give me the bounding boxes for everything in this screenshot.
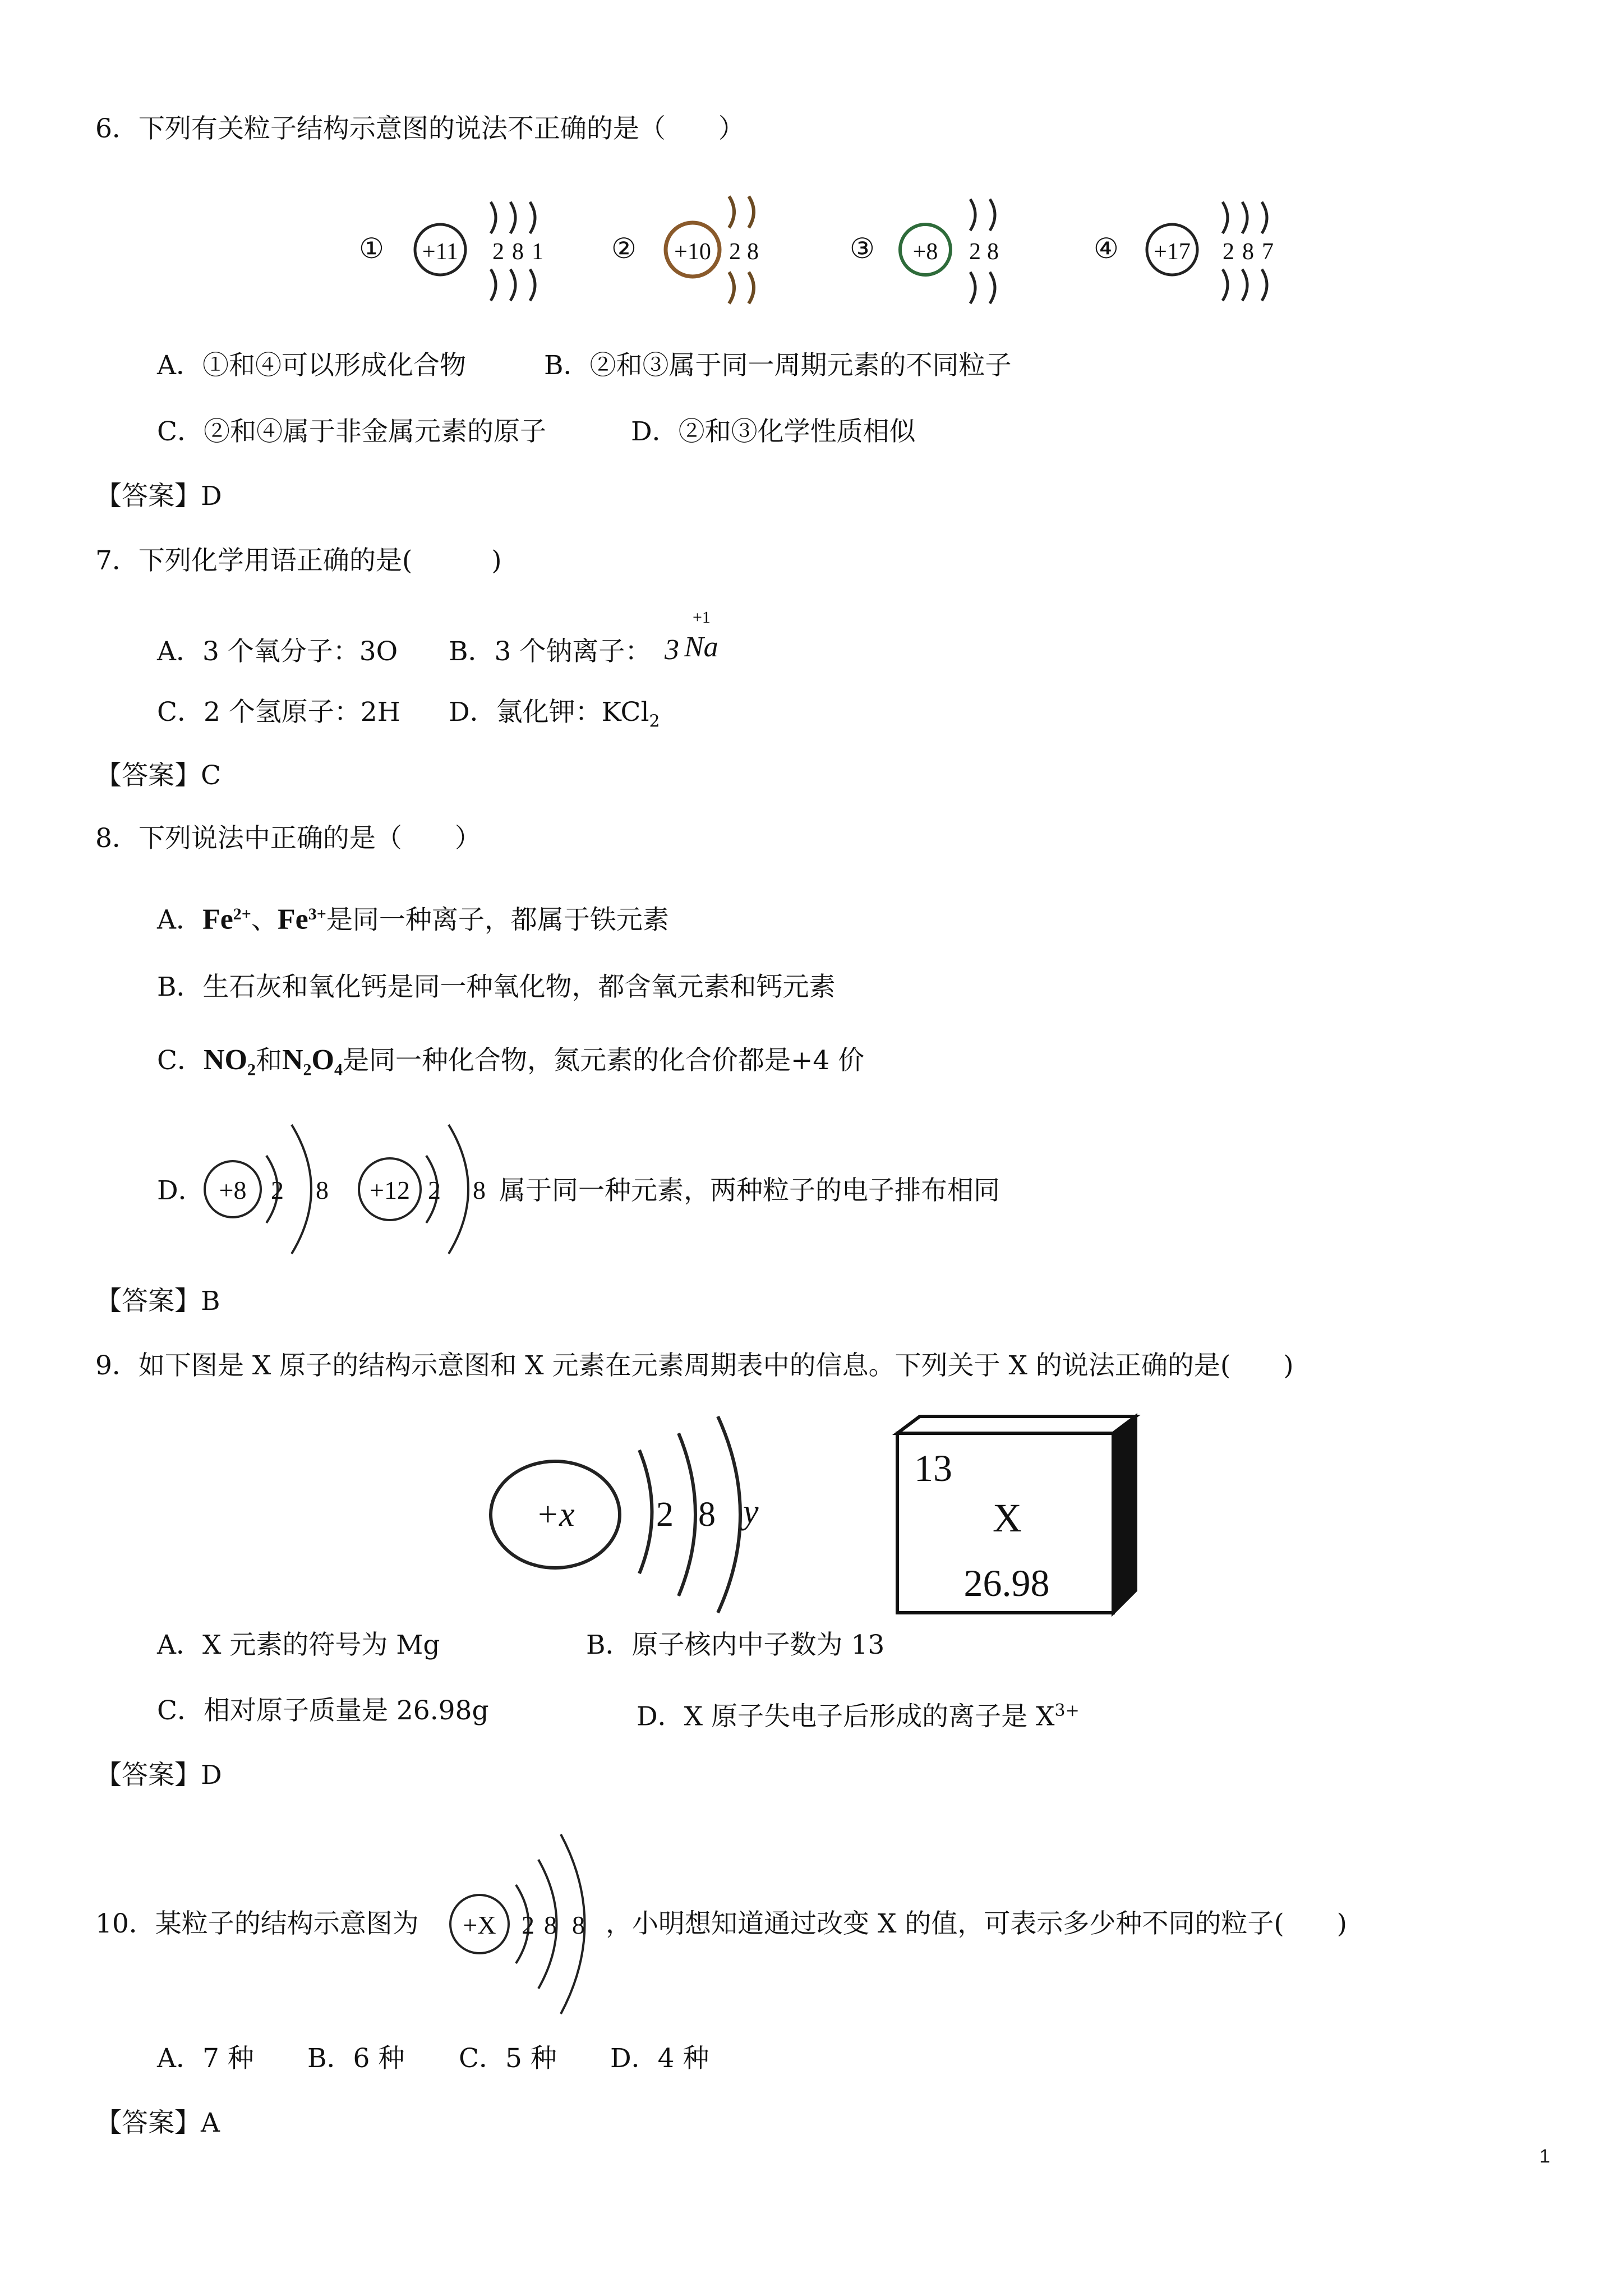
- q8-answer: 【答案】B: [95, 1286, 220, 1317]
- q6-item-4-nucleus: +17: [1154, 239, 1191, 265]
- q10-stem-suffix: ，小明想知道通过改变 X 的值，可表示多少种不同的粒子( ): [606, 1908, 1348, 1939]
- q8-fig-1-shell-1: 2: [271, 1176, 284, 1204]
- q6-item-3-shell-2: 8: [987, 239, 999, 265]
- q7-option-b: [449, 635, 651, 669]
- q6-item-2-nucleus: +10: [674, 239, 711, 265]
- q6-item-1-index: ①: [359, 233, 384, 264]
- q9-option-d-label: D．X 原子失电子后形成的离子是 X: [637, 1701, 1055, 1732]
- page-number: 1: [1539, 2146, 1550, 2167]
- q7-option-c: C．2 个氢原子：2H: [157, 697, 400, 728]
- q8-fig-2-shell-2: 8: [473, 1176, 486, 1204]
- q8-option-a-prefix: A．: [157, 904, 202, 936]
- q8-option-c-f2a: N: [282, 1044, 303, 1076]
- q8-option-a-ion2-charge: 3+: [308, 905, 326, 923]
- q7-option-a: A．3 个氧分子：3O: [157, 636, 398, 667]
- q8-fig-2-nucleus: +12: [370, 1176, 410, 1204]
- q10-option-a: A．7 种: [157, 2043, 254, 2074]
- q8-option-c-text: 是同一种化合物，氮元素的化合价都是+4 价: [342, 1045, 865, 1076]
- q6-item-4-shell-2: 8: [1242, 239, 1254, 265]
- q6-option-b: B．②和③属于同一周期元素的不同粒子: [544, 350, 1012, 381]
- q8-option-c-f1-sub: 2: [247, 1060, 256, 1079]
- q8-option-a-sep: 、: [251, 904, 278, 936]
- q9-figure: [488, 1411, 1150, 1618]
- q6-figure: [348, 168, 1301, 320]
- q9-cell-symbol: X: [993, 1496, 1022, 1540]
- q6-item-1-shell-2: 8: [512, 239, 524, 265]
- q6-item-3-nucleus: +8: [912, 239, 938, 265]
- q6-item-3-index: ③: [850, 233, 875, 264]
- q6-stem: 6．下列有关粒子结构示意图的说法不正确的是（ ）: [95, 113, 745, 144]
- q10-option-b: B．6 种: [307, 2043, 405, 2074]
- q8-option-c-f2b-sub: 4: [334, 1060, 343, 1079]
- q6-item-3: [850, 199, 999, 303]
- q6-answer: 【答案】D: [95, 481, 222, 512]
- q9-option-a: A．X 元素的符号为 Mg: [157, 1630, 440, 1660]
- q8-option-d-text: 属于同一种元素，两种粒子的电子排布相同: [499, 1175, 1000, 1206]
- q8-option-b: B．生石灰和氧化钙是同一种氧化物，都含氧元素和钙元素: [157, 972, 836, 1002]
- q8-option-c-f1: NO: [203, 1044, 247, 1076]
- q8-option-a: [157, 898, 669, 937]
- q7-option-d: [449, 696, 660, 738]
- q7-option-d-label: D．氯化钾：KCl: [449, 697, 649, 728]
- q9-option-d: [637, 1694, 1080, 1734]
- q6-item-3-shell-1: 2: [969, 239, 981, 265]
- q8-option-c-f2b: O: [311, 1044, 334, 1076]
- q9-fig-shell-1: 2: [656, 1496, 674, 1534]
- q10-option-d: D．4 种: [610, 2043, 709, 2074]
- q9-fig-shell-3: y: [743, 1493, 759, 1531]
- q8-option-c: [157, 1043, 864, 1087]
- q8-option-a-text: 是同一种离子，都属于铁元素: [326, 904, 669, 936]
- q9-cell-number: 13: [914, 1447, 952, 1489]
- q6-option-c: C．②和④属于非金属元素的原子: [157, 416, 546, 447]
- q6-item-1-nucleus: +11: [422, 239, 459, 265]
- q10-fig-shell-2: 8: [544, 1911, 557, 1939]
- q9-option-d-charge: 3+: [1054, 1701, 1080, 1720]
- q7-answer: 【答案】C: [95, 760, 221, 791]
- q8-stem: 8．下列说法中正确的是（ ）: [95, 823, 481, 854]
- q6-item-2-shell-1: 2: [729, 239, 741, 265]
- q10-fig-nucleus: +X: [463, 1911, 496, 1939]
- q9-fig-nucleus: +x: [536, 1496, 575, 1534]
- q6-item-2: [611, 196, 759, 303]
- q9-answer: 【答案】D: [95, 1760, 222, 1791]
- q7-option-b-label: B．3 个钠离子：: [449, 636, 652, 667]
- q7-option-b-charge: +1: [693, 608, 711, 627]
- q8-fig-1-shell-2: 8: [316, 1176, 329, 1204]
- q7-option-b-formula: [665, 606, 737, 668]
- q10-answer: 【答案】A: [95, 2108, 220, 2138]
- q9-stem: 9．如下图是 X 原子的结构示意图和 X 元素在元素周期表中的信息。下列关于 X 的说法正确的是( ): [95, 1350, 1294, 1381]
- q8-option-a-ion2: Fe: [277, 903, 308, 936]
- q8-option-d-figure: [199, 1114, 491, 1265]
- q6-option-d: D．②和③化学性质相似: [631, 416, 916, 447]
- q8-fig-1-nucleus: +8: [219, 1176, 247, 1204]
- q9-fig-shell-2: 8: [698, 1496, 716, 1534]
- q6-item-2-index: ②: [611, 233, 637, 264]
- q7-option-b-symbol: Na: [684, 631, 718, 663]
- q6-item-1-shell-1: 2: [492, 239, 504, 265]
- q8-option-c-f2a-sub: 2: [303, 1060, 312, 1079]
- q6-item-1-shell-3: 1: [532, 239, 543, 265]
- q8-option-a-ion1: Fe: [202, 903, 233, 936]
- q7-stem: 7．下列化学用语正确的是( ): [95, 545, 502, 576]
- q6-item-1: [359, 202, 543, 301]
- q8-option-c-and: 和: [255, 1045, 282, 1076]
- q8-fig-2-shell-1: 2: [428, 1176, 441, 1204]
- q6-option-a: A．①和④可以形成化合物: [157, 350, 466, 381]
- q7-option-d-sub: 2: [649, 711, 660, 731]
- q6-item-4-index: ④: [1094, 233, 1119, 264]
- q10-fig-shell-1: 2: [522, 1911, 534, 1939]
- q6-item-4-shell-3: 7: [1262, 239, 1274, 265]
- q9-option-b: B．原子核内中子数为 13: [586, 1630, 885, 1660]
- q10-figure: [449, 1823, 603, 2008]
- q8-option-c-prefix: C．: [157, 1045, 204, 1076]
- q6-item-4-shell-1: 2: [1223, 239, 1234, 265]
- q10-option-c: C．5 种: [459, 2043, 557, 2074]
- q10-fig-shell-3: 8: [572, 1911, 585, 1939]
- q6-item-4: [1094, 202, 1274, 301]
- q7-option-b-coef: 3: [665, 634, 679, 666]
- q6-item-2-shell-2: 8: [747, 239, 759, 265]
- q9-cell-mass: 26.98: [963, 1562, 1050, 1604]
- q8-option-d-prefix: D．: [157, 1175, 205, 1206]
- q10-stem-prefix: 10．某粒子的结构示意图为: [95, 1908, 419, 1939]
- q8-option-a-ion1-charge: 2+: [233, 905, 251, 923]
- q9-option-c: C．相对原子质量是 26.98g: [157, 1695, 489, 1726]
